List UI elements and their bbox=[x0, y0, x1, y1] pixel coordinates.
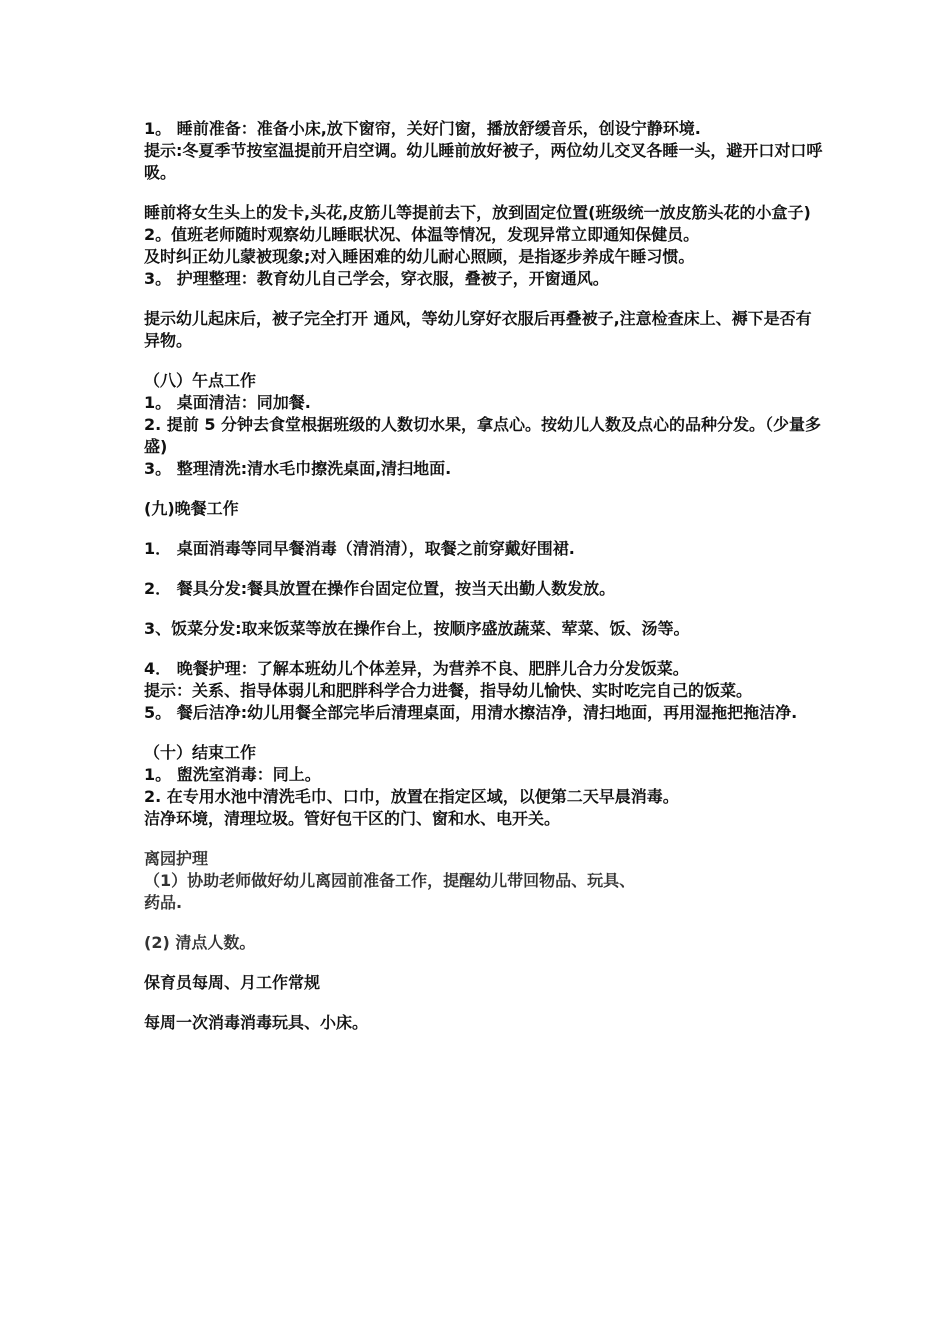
paragraph: 1． 桌面消毒等同早餐消毒（清消清），取餐之前穿戴好围裙. bbox=[144, 539, 575, 558]
paragraph: （1）协助老师做好幼儿离园前准备工作，提醒幼儿带回物品、玩具、 bbox=[144, 871, 636, 890]
paragraph: 洁净环境，清理垃圾。管好包干区的门、窗和水、电开关。 bbox=[144, 809, 561, 828]
section-heading: 离园护理 bbox=[144, 849, 209, 868]
paragraph: 1。 盥洗室消毒：同上。 bbox=[144, 765, 321, 784]
paragraph: 2. 在专用水池中清洗毛巾、口巾，放置在指定区域，以便第二天早晨消毒。 bbox=[144, 787, 679, 806]
paragraph: 3。 护理整理：教育幼儿自己学会，穿衣服，叠被子，开窗通风。 bbox=[144, 269, 609, 288]
section-heading: 保育员每周、月工作常规 bbox=[144, 973, 321, 992]
paragraph: 提示幼儿起床后，被子完全打开 通风，等幼儿穿好衣服后再叠被子,注意检查床上、褥下是否有异物。 bbox=[144, 309, 812, 350]
paragraph: 3、饭菜分发:取来饭菜等放在操作台上，按顺序盛放蔬菜、荤菜、饭、汤等。 bbox=[144, 619, 690, 638]
paragraph: (2) 清点人数。 bbox=[144, 933, 256, 952]
paragraph: 每周一次消毒消毒玩具、小床。 bbox=[144, 1013, 369, 1032]
paragraph: 2． 餐具分发:餐具放置在操作台固定位置，按当天出勤人数发放。 bbox=[144, 579, 616, 598]
paragraph: 2. 提前 5 分钟去食堂根据班级的人数切水果，拿点心。按幼儿人数及点心的品种分发。（少量多盛) bbox=[144, 415, 822, 456]
paragraph: 1。 桌面清洁：同加餐. bbox=[144, 393, 311, 412]
paragraph: 2。值班老师随时观察幼儿睡眠状况、体温等情况，发现异常立即通知保健员。 bbox=[144, 225, 700, 244]
section-heading: (九)晚餐工作 bbox=[144, 499, 239, 518]
document-body bbox=[144, 118, 824, 1034]
paragraph: 1。 睡前准备：准备小床,放下窗帘，关好门窗，播放舒缓音乐，创设宁静环境. bbox=[144, 119, 701, 138]
paragraph: 3。 整理清洗:清水毛巾擦洗桌面,清扫地面. bbox=[144, 459, 452, 478]
paragraph: 提示:冬夏季节按室温提前开启空调。幼儿睡前放好被子，两位幼儿交叉各睡一头，避开口对口呼吸。 bbox=[144, 141, 823, 182]
section-heading: （十）结束工作 bbox=[144, 743, 257, 762]
section-heading: （八）午点工作 bbox=[144, 371, 257, 390]
paragraph: 提示：关系、指导体弱儿和肥胖科学合力进餐，指导幼儿愉快、实时吃完自己的饭菜。 bbox=[144, 681, 753, 700]
paragraph: 药品. bbox=[144, 893, 183, 912]
paragraph: 睡前将女生头上的发卡,头花,皮筋儿等提前去下，放到固定位置(班级统一放皮筋头花的小盒子) bbox=[144, 203, 811, 222]
paragraph: 5。 餐后洁净:幼儿用餐全部完毕后清理桌面，用清水擦洁净，清扫地面，再用湿拖把拖洁净. bbox=[144, 703, 798, 722]
paragraph: 4． 晚餐护理：了解本班幼儿个体差异，为营养不良、肥胖儿合力分发饭菜。 bbox=[144, 659, 689, 678]
paragraph: 及时纠正幼儿蒙被现象;对入睡困难的幼儿耐心照顾，是指逐步养成午睡习惯。 bbox=[144, 247, 695, 266]
